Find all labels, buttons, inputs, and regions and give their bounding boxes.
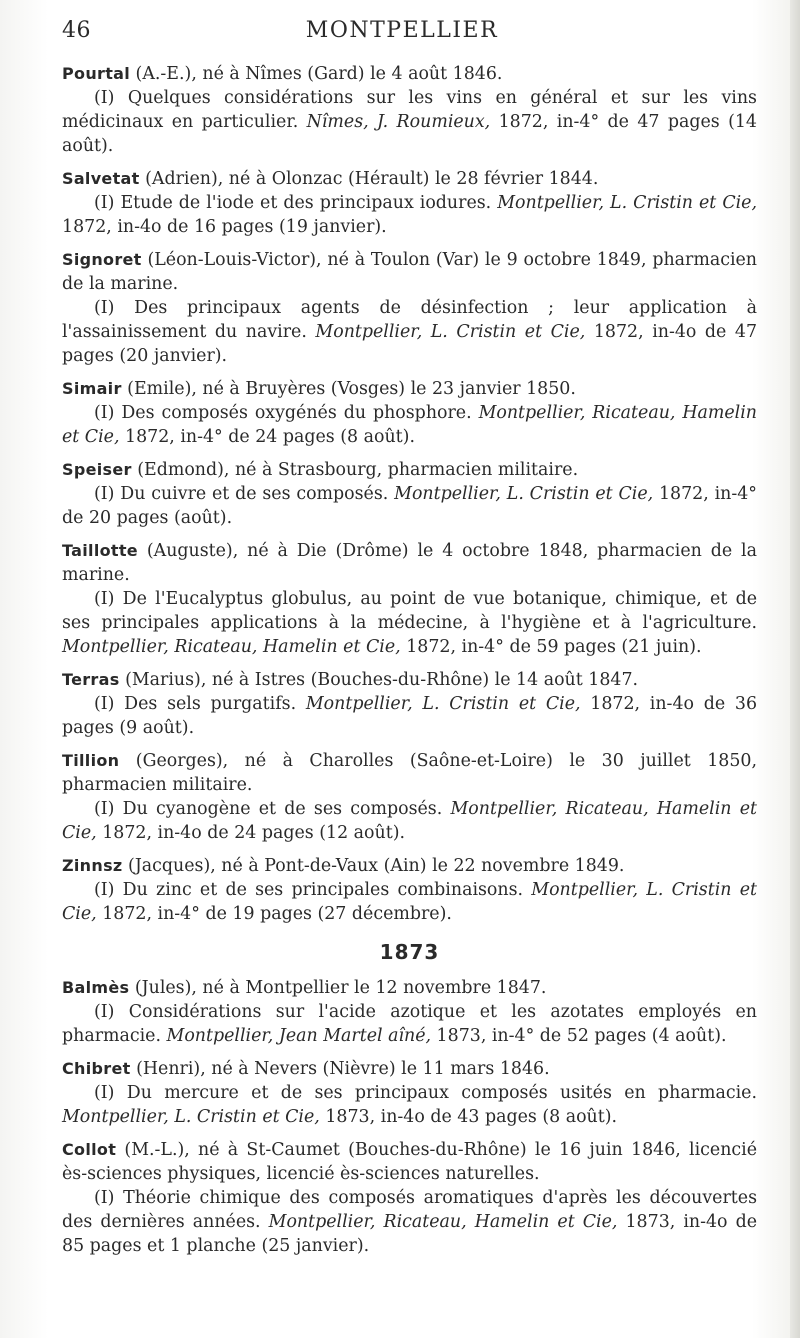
thesis-publisher: Montpellier, L. Cristin et Cie, bbox=[394, 484, 654, 504]
entry-thesis-line bbox=[62, 797, 757, 845]
page-content bbox=[62, 62, 757, 1267]
entry-author-line bbox=[62, 1057, 757, 1081]
thesis-title: (I) De l'Eucalyptus globulus, au point de vue botanique, chimique, et de ses principales applications à la médecine, à l'hygiène et à l'agriculture. bbox=[62, 589, 757, 633]
entry-thesis-line bbox=[62, 401, 757, 449]
page-header bbox=[62, 18, 742, 48]
author-surname: Simair bbox=[62, 379, 122, 398]
thesis-title: (I) Du cuivre et de ses composés. bbox=[94, 484, 395, 504]
entry-thesis-line bbox=[62, 296, 757, 368]
thesis-pub-details: 1872, in-4o de 36 pages (9 août). bbox=[62, 694, 758, 738]
thesis-pub-details: 1872, in-4° de 24 pages (8 août). bbox=[119, 427, 415, 447]
thesis-title: (I) Des composés oxygénés du phosphore. bbox=[94, 403, 479, 423]
thesis-pub-details: 1872, in-4° de 59 pages (21 juin). bbox=[400, 637, 702, 657]
author-details: (Auguste), né à Die (Drôme) le 4 octobre 1848, pharmacien de la marine. bbox=[62, 541, 757, 585]
bibliography-entry bbox=[62, 539, 757, 659]
bibliography-entry bbox=[62, 62, 757, 158]
entry-author-line bbox=[62, 854, 757, 878]
thesis-publisher: Montpellier, L. Cristin et Cie, bbox=[62, 1107, 320, 1127]
author-surname: Tillion bbox=[62, 751, 120, 770]
author-details: (Léon-Louis-Victor), né à Toulon (Var) le 9 octobre 1849, pharmacien de la marine. bbox=[62, 250, 757, 294]
thesis-publisher: Montpellier, L. Cristin et Cie, bbox=[497, 193, 758, 213]
entry-author-line bbox=[62, 976, 757, 1000]
thesis-publisher: Montpellier, Jean Martel aîné, bbox=[166, 1026, 432, 1046]
entry-thesis-line bbox=[62, 878, 757, 926]
thesis-pub-details: 1872, in-4° de 19 pages (27 décembre). bbox=[96, 904, 452, 924]
thesis-publisher: Montpellier, Ricateau, Hamelin et Cie, bbox=[62, 403, 757, 447]
author-surname: Collot bbox=[62, 1140, 117, 1159]
entry-author-line bbox=[62, 539, 757, 587]
author-surname: Balmès bbox=[62, 978, 130, 997]
author-details: (Georges), né à Charolles (Saône-et-Loire) le 30 juillet 1850, pharmacien militaire. bbox=[62, 751, 757, 795]
author-surname: Terras bbox=[62, 670, 120, 689]
entry-author-line bbox=[62, 458, 757, 482]
thesis-pub-details: 1872, in-4° de 47 pages (14 août). bbox=[62, 112, 757, 156]
thesis-pub-details: 1873, in-4o de 85 pages et 1 planche (25 janvier). bbox=[62, 1212, 757, 1256]
entry-thesis-line bbox=[62, 692, 757, 740]
entry-thesis-line bbox=[62, 86, 757, 158]
thesis-publisher: Montpellier, Ricateau, Hamelin et Cie, bbox=[62, 637, 401, 657]
author-surname: Speiser bbox=[62, 460, 132, 479]
thesis-publisher: Montpellier, L. Cristin et Cie, bbox=[62, 880, 757, 924]
thesis-title: (I) Considérations sur l'acide azotique et les azotates employés en pharmacie. bbox=[62, 1002, 757, 1046]
author-details: (Emile), né à Bruyères (Vosges) le 23 janvier 1850. bbox=[121, 379, 576, 399]
author-surname: Chibret bbox=[62, 1059, 131, 1078]
author-surname: Signoret bbox=[62, 250, 142, 269]
thesis-title: (I) Du cyanogène et de ses composés. bbox=[94, 799, 451, 819]
entry-thesis-line bbox=[62, 1081, 757, 1129]
entry-thesis-line bbox=[62, 1000, 757, 1048]
bibliography-entry bbox=[62, 749, 757, 845]
entry-author-line bbox=[62, 377, 757, 401]
running-title: MONTPELLIER bbox=[305, 18, 499, 43]
thesis-pub-details: 1872, in-4o de 16 pages (19 janvier). bbox=[62, 217, 387, 237]
thesis-title: (I) Des sels purgatifs. bbox=[94, 694, 306, 714]
thesis-pub-details: 1872, in-4° de 20 pages (août). bbox=[62, 484, 757, 528]
entry-author-line bbox=[62, 668, 757, 692]
thesis-title: (I) Des principaux agents de désinfection ; leur application à l'assainissement du navire. bbox=[62, 298, 757, 342]
thesis-title: (I) Du zinc et de ses principales combinaisons. bbox=[94, 880, 532, 900]
entry-author-line bbox=[62, 749, 757, 797]
author-details: (Henri), né à Nevers (Nièvre) le 11 mars 1846. bbox=[130, 1059, 550, 1079]
entry-thesis-line bbox=[62, 191, 757, 239]
entry-author-line bbox=[62, 1138, 757, 1186]
bibliography-entry bbox=[62, 377, 757, 449]
entry-author-line bbox=[62, 248, 757, 296]
bibliography-entry bbox=[62, 854, 757, 926]
author-details: (A.-E.), né à Nîmes (Gard) le 4 août 1846. bbox=[130, 64, 503, 84]
thesis-pub-details: 1872, in-4o de 47 pages (20 janvier). bbox=[62, 322, 758, 366]
thesis-publisher: Montpellier, L. Cristin et Cie, bbox=[305, 694, 581, 714]
bibliography-entry bbox=[62, 1057, 757, 1129]
year-heading: 1873 bbox=[379, 940, 440, 964]
author-details: (Jules), né à Montpellier le 12 novembre 1847. bbox=[129, 978, 547, 998]
author-surname: Salvetat bbox=[62, 169, 140, 188]
thesis-publisher: Montpellier, L. Cristin et Cie, bbox=[315, 322, 586, 342]
author-details: (Adrien), né à Olonzac (Hérault) le 28 février 1844. bbox=[139, 169, 599, 189]
bibliography-entry bbox=[62, 167, 757, 239]
thesis-pub-details: 1872, in-4o de 24 pages (12 août). bbox=[96, 823, 406, 843]
page-edge-shadow bbox=[790, 0, 800, 1338]
thesis-title: (I) Du mercure et de ses principaux composés usités en pharmacie. bbox=[94, 1083, 757, 1103]
thesis-title: (I) Etude de l'iode et des principaux iodures. bbox=[94, 193, 498, 213]
bibliography-entry bbox=[62, 458, 757, 530]
author-surname: Zinnsz bbox=[62, 856, 123, 875]
entries-1872-list bbox=[62, 62, 757, 926]
entry-thesis-line bbox=[62, 1186, 757, 1258]
thesis-pub-details: 1873, in-4° de 52 pages (4 août). bbox=[431, 1026, 727, 1046]
thesis-title: (I) Théorie chimique des composés aromatiques d'après les découvertes des dernières années. bbox=[62, 1188, 757, 1232]
author-details: (M.-L.), né à St-Caumet (Bouches-du-Rhône) le 16 juin 1846, licencié ès-sciences physiques, licencié ès-sciences naturelles. bbox=[62, 1140, 757, 1184]
bibliography-entry bbox=[62, 248, 757, 368]
entry-thesis-line bbox=[62, 587, 757, 659]
bibliography-entry bbox=[62, 976, 757, 1048]
author-surname: Pourtal bbox=[62, 64, 131, 83]
thesis-title: (I) Quelques considérations sur les vins en général et sur les vins médicinaux en particulier. bbox=[62, 88, 757, 132]
entry-author-line bbox=[62, 62, 757, 86]
entry-author-line bbox=[62, 167, 757, 191]
author-surname: Taillotte bbox=[62, 541, 138, 560]
thesis-publisher: Montpellier, Ricateau, Hamelin et Cie, bbox=[268, 1212, 618, 1232]
page-number: 46 bbox=[62, 18, 91, 43]
entries-1873-list bbox=[62, 976, 757, 1258]
thesis-publisher: Nîmes, J. Roumieux, bbox=[306, 112, 491, 132]
thesis-publisher: Montpellier, Ricateau, Hamelin et Cie, bbox=[62, 799, 757, 843]
author-details: (Edmond), né à Strasbourg, pharmacien militaire. bbox=[131, 460, 579, 480]
author-details: (Jacques), né à Pont-de-Vaux (Ain) le 22 novembre 1849. bbox=[122, 856, 625, 876]
bibliography-entry bbox=[62, 668, 757, 740]
bibliography-entry bbox=[62, 1138, 757, 1258]
author-details: (Marius), né à Istres (Bouches-du-Rhône) le 14 août 1847. bbox=[119, 670, 639, 690]
thesis-pub-details: 1873, in-4o de 43 pages (8 août). bbox=[319, 1107, 618, 1127]
entry-thesis-line bbox=[62, 482, 757, 530]
